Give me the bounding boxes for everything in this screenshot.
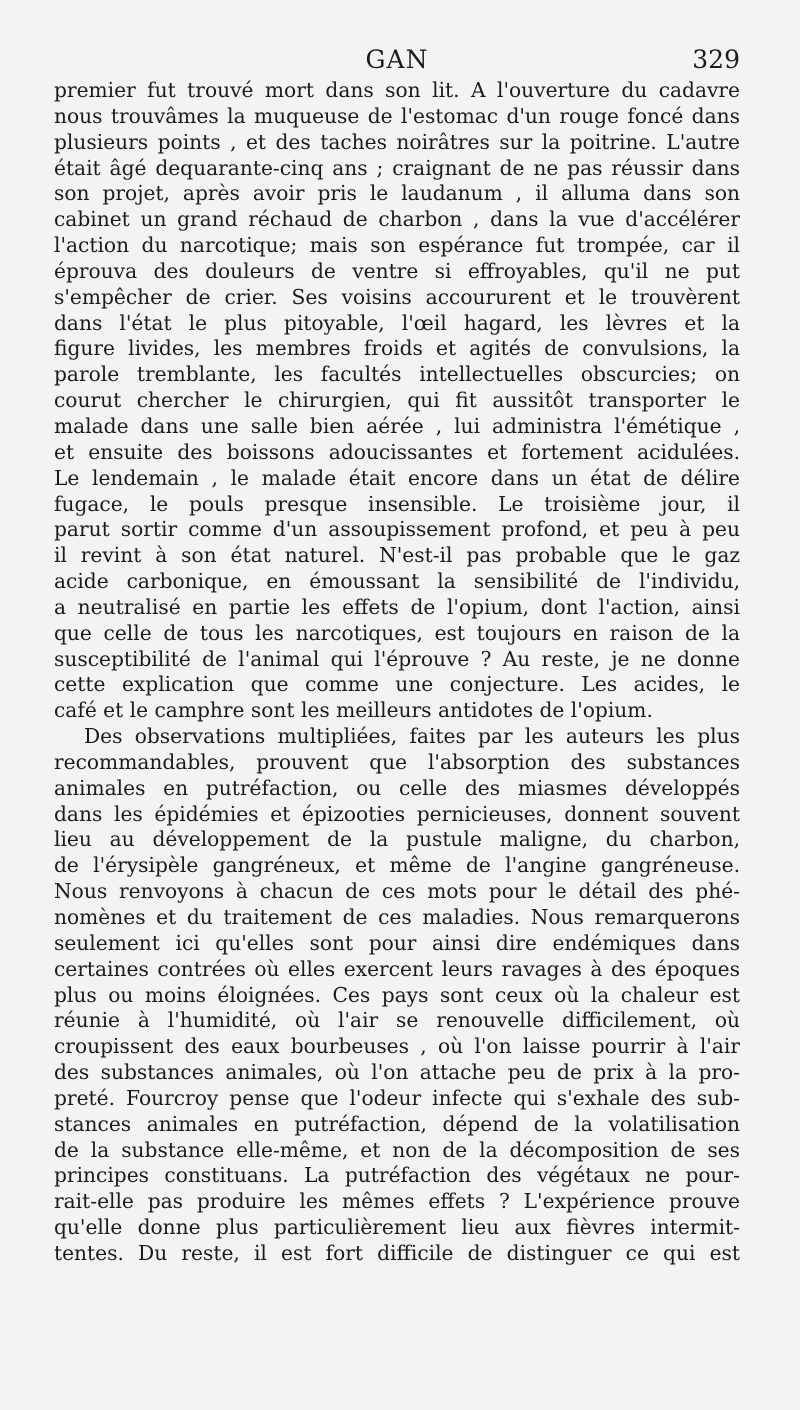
text-line: malade dans une salle bien aérée , lui administra l'émétique ,: [54, 413, 740, 438]
running-head: GAN: [365, 45, 429, 74]
text-line: des substances animales, où l'on attache peu de prix à la pro-: [54, 1060, 740, 1085]
text-line: éprouva des douleurs de ventre si effroyables, qu'il ne put: [54, 258, 740, 283]
text-line: rait-elle pas produire les mêmes effets ? L'expérience prouve: [54, 1189, 740, 1214]
text-line: recommandables, prouvent que l'absorption des substances: [54, 749, 740, 774]
text-line: a neutralisé en partie les effets de l'opium, dont l'action, ainsi: [54, 594, 740, 619]
text-line: preté. Fourcroy pense que l'odeur infecte qui s'exhale des sub-: [54, 1085, 740, 1110]
text-line: son projet, après avoir pris le laudanum , il alluma dans son: [54, 181, 740, 206]
body-text: [54, 78, 740, 1267]
text-line: dans les épidémies et épizooties pernicieuses, donnent souvent: [54, 801, 740, 826]
text-line: plus ou moins éloignées. Ces pays sont ceux où la chaleur est: [54, 982, 740, 1007]
text-line: de la substance elle-même, et non de la décomposition de ses: [54, 1137, 740, 1162]
paragraph: [54, 724, 740, 1267]
text-line: parut sortir comme d'un assoupissement profond, et peu à peu: [54, 517, 740, 542]
text-line: l'action du narcotique; mais son espérance fut trompée, car il: [54, 233, 740, 258]
text-line: Des observations multipliées, faites par les auteurs les plus: [84, 724, 740, 749]
text-line: seulement ici qu'elles sont pour ainsi dire endémiques dans: [54, 930, 740, 955]
text-line: Le lendemain , le malade était encore dans un état de délire: [54, 465, 740, 490]
text-line: courut chercher le chirurgien, qui fit aussitôt transporter le: [54, 388, 740, 413]
text-line: cette explication que comme une conjecture. Les acides, le: [54, 672, 740, 697]
text-line: croupissent des eaux bourbeuses , où l'on laisse pourrir à l'air: [54, 1034, 740, 1059]
text-line: café et le camphre sont les meilleurs antidotes de l'opium.: [54, 698, 653, 723]
text-line: de l'érysipèle gangréneux, et même de l'angine gangréneuse.: [54, 853, 740, 878]
page-header: [54, 40, 740, 80]
text-line: principes constituans. La putréfaction des végétaux ne pour-: [54, 1163, 740, 1188]
text-line: certaines contrées où elles exercent leurs ravages à des époques: [54, 956, 740, 981]
text-line: parole tremblante, les facultés intellectuelles obscurcies; on: [54, 362, 740, 387]
text-line: stances animales en putréfaction, dépend de la volatilisation: [54, 1111, 740, 1136]
text-line: figure livides, les membres froids et agités de convulsions, la: [54, 336, 740, 361]
paragraph: [54, 78, 740, 724]
text-line: qu'elle donne plus particulièrement lieu aux fièvres intermit-: [54, 1215, 740, 1240]
text-line: nous trouvâmes la muqueuse de l'estomac d'un rouge foncé dans: [54, 103, 740, 128]
text-line: plusieurs points , et des taches noirâtres sur la poitrine. L'autre: [54, 129, 740, 154]
page-number: 329: [692, 45, 740, 74]
text-line: lieu au développement de la pustule maligne, du charbon,: [54, 827, 740, 852]
text-line: premier fut trouvé mort dans son lit. A l'ouverture du cadavre: [54, 78, 740, 102]
text-line: animales en putréfaction, ou celle des miasmes développés: [54, 775, 740, 800]
text-line: et ensuite des boissons adoucissantes et fortement acidulées.: [54, 439, 740, 464]
text-line: dans l'état le plus pitoyable, l'œil hagard, les lèvres et la: [54, 310, 740, 335]
text-line: Nous renvoyons à chacun de ces mots pour le détail des phé-: [54, 879, 740, 904]
text-line: fugace, le pouls presque insensible. Le troisième jour, il: [54, 491, 740, 516]
text-line: cabinet un grand réchaud de charbon , dans la vue d'accélérer: [54, 207, 740, 232]
text-line: acide carbonique, en émoussant la sensibilité de l'individu,: [54, 569, 740, 594]
text-line: que celle de tous les narcotiques, est toujours en raison de la: [54, 620, 740, 645]
text-line: tentes. Du reste, il est fort difficile de distinguer ce qui est: [54, 1240, 740, 1265]
text-line: susceptibilité de l'animal qui l'éprouve ? Au reste, je ne donne: [54, 646, 740, 671]
text-line: réunie à l'humidité, où l'air se renouvelle difficilement, où: [54, 1008, 740, 1033]
text-line: s'empêcher de crier. Ses voisins accoururent et le trouvèrent: [54, 284, 740, 309]
text-line: était âgé dequarante-cinq ans ; craignant de ne pas réussir dans: [54, 155, 740, 180]
text-line: nomènes et du traitement de ces maladies. Nous remarquerons: [54, 905, 740, 929]
text-line: il revint à son état naturel. N'est-il pas probable que le gaz: [54, 543, 740, 568]
